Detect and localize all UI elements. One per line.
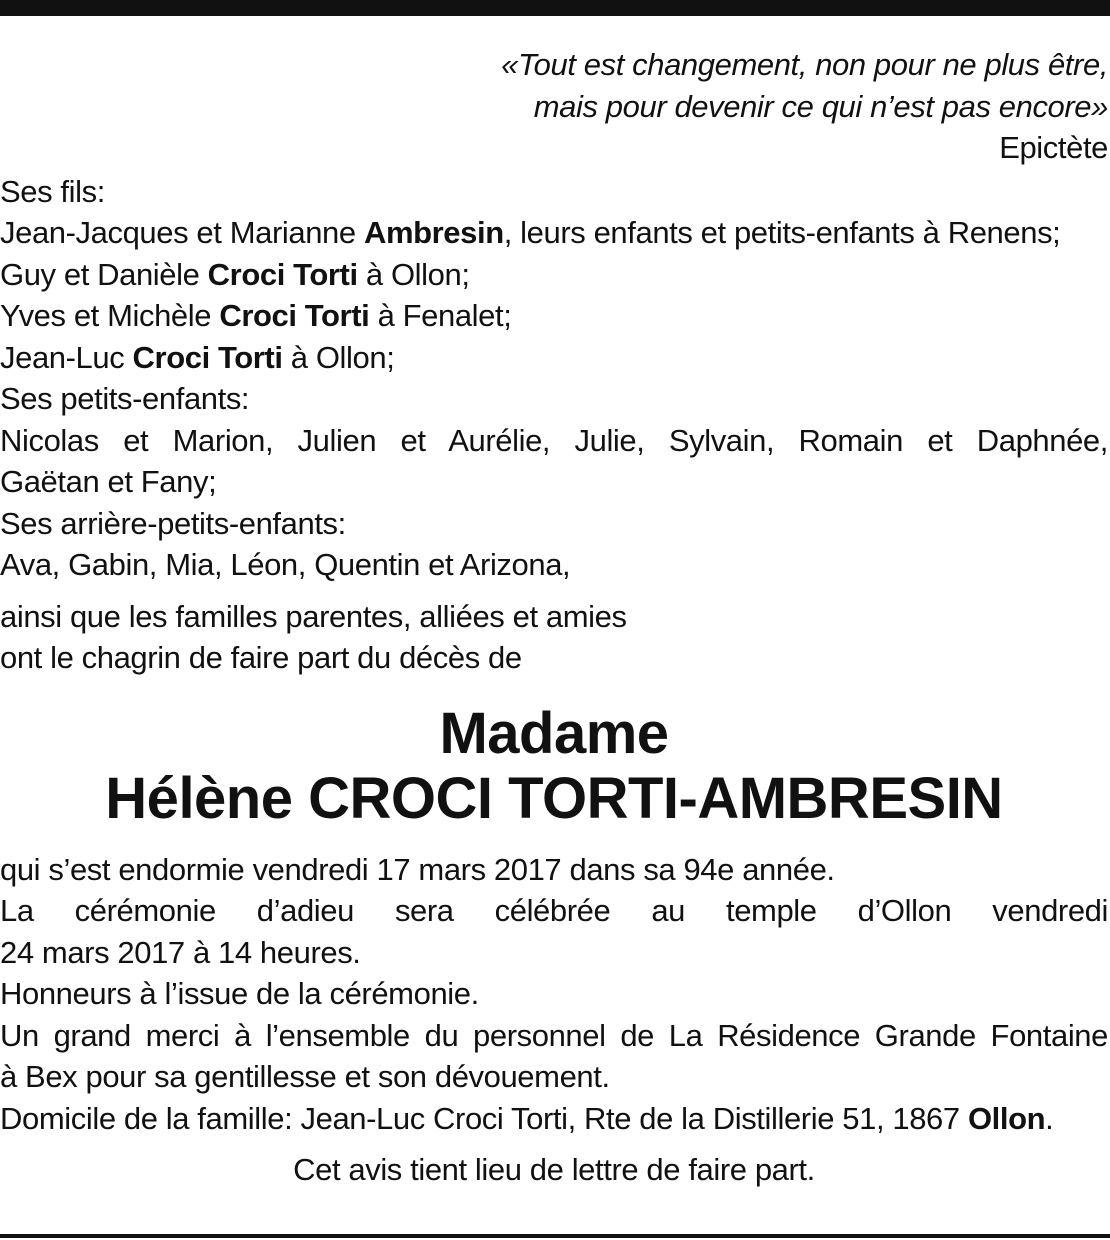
son-entry-surname: Croci Torti — [207, 256, 358, 292]
son-entry-text: Yves et Michèle — [0, 298, 220, 333]
son-entry-surname: Ambresin — [363, 215, 504, 250]
grandchildren-heading: Ses petits-enfants: — [0, 381, 250, 416]
thanks-line-1: Un grand merci à l’ensemble du personnel de La Résidence Grande Fontaine — [0, 1017, 1108, 1053]
deceased-name: Hélène CROCI TORTI-AMBRESIN — [105, 765, 1003, 831]
son-entry-text: Guy et Danièle — [0, 256, 208, 292]
son-entry — [0, 337, 1108, 379]
relatives-line-1: ainsi que les familles parentes, alliées et amies — [0, 598, 627, 634]
domicile-address: Domicile de la famille: Jean-Luc Croci Torti, Rte de la Distillerie 51, 1867 — [0, 1100, 968, 1136]
relatives-line-2: ont le chagrin de faire part du décès de — [0, 640, 522, 675]
deceased-name-block — [0, 701, 1108, 831]
grandchildren-line-1: Nicolas et Marion, Julien et Aurélie, Julie, Sylvain, Romain et Daphnée, — [0, 422, 1108, 458]
son-entry-location: , leurs enfants et petits-enfants à Renens; — [503, 215, 1061, 250]
death-date: qui s’est endormie vendredi 17 mars 2017 dans sa 94e année. — [0, 851, 835, 887]
son-entry-text: Jean-Luc — [0, 339, 133, 375]
great-grandchildren: Ava, Gabin, Mia, Léon, Quentin et Arizona, — [0, 547, 571, 582]
son-entry-text: Jean-Jacques et Marianne — [0, 215, 364, 250]
notice-statement: Cet avis tient lieu de lettre de faire part. — [293, 1152, 815, 1187]
epigraph-author: Epictète — [999, 130, 1108, 165]
thanks-line-2: à Bex pour sa gentillesse et son dévouement. — [0, 1059, 610, 1094]
domicile-end: . — [1045, 1100, 1054, 1136]
domicile-town: Ollon — [967, 1100, 1046, 1136]
epigraph-line-2: mais pour devenir ce qui n’est pas encore» — [533, 88, 1108, 124]
epigraph-line-1: «Tout est changement, non pour ne plus être, — [501, 47, 1108, 82]
son-entry-location: à Ollon; — [357, 256, 470, 292]
grandchildren-line-2: Gaëtan et Fany; — [0, 464, 217, 499]
details — [0, 849, 1108, 1191]
son-entry-location: à Ollon; — [282, 339, 395, 375]
bottom-rule — [0, 1234, 1110, 1238]
son-entry-surname: Croci Torti — [219, 298, 370, 333]
obituary-notice — [0, 44, 1108, 1191]
ceremony-line-1: La cérémonie d’adieu sera célébrée au temple d’Ollon vendredi — [0, 893, 1108, 928]
son-entry — [0, 212, 1108, 254]
great-grandchildren-heading: Ses arrière-petits-enfants: — [0, 505, 346, 541]
family-list — [0, 171, 1108, 679]
son-entry-surname: Croci Torti — [132, 339, 283, 375]
family-domicile — [0, 1098, 1108, 1140]
son-entry-location: à Fenalet; — [369, 298, 512, 333]
ceremony-line-2: 24 mars 2017 à 14 heures. — [0, 934, 361, 970]
epigraph — [0, 44, 1108, 169]
son-entry — [0, 254, 1108, 296]
deceased-title: Madame — [439, 700, 669, 766]
son-entry — [0, 295, 1108, 337]
honours: Honneurs à l’issue de la cérémonie. — [0, 976, 479, 1011]
top-rule — [0, 0, 1110, 16]
sons-heading: Ses fils: — [0, 173, 105, 209]
